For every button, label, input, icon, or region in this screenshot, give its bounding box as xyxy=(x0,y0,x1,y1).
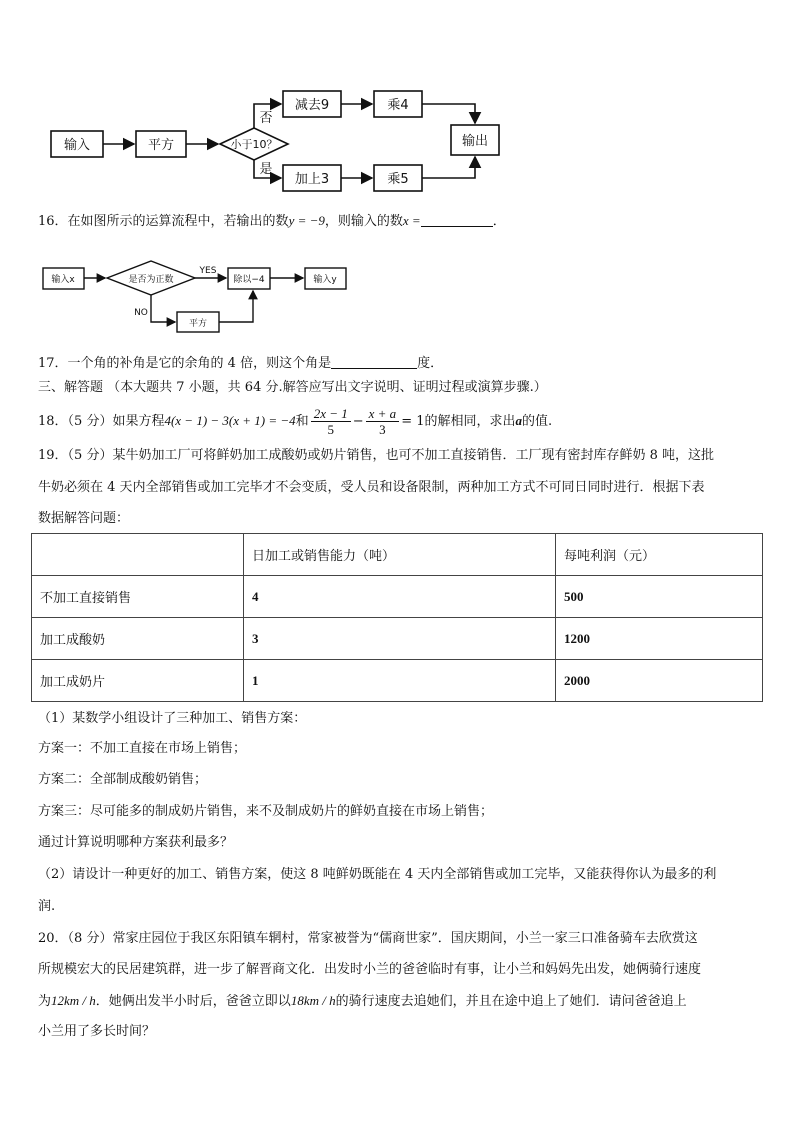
q20-line-3 xyxy=(38,992,687,1011)
q18-f2-num: x + a xyxy=(366,406,400,422)
flow2-input-label: 输入x xyxy=(51,275,75,285)
q19-ask: 通过计算说明哪种方案获利最多？ xyxy=(38,835,234,850)
q20-line3-c: 的骑行速度去追她们，并且在途中追上了她们．请问爸爸追上 xyxy=(335,994,687,1009)
flow1-decision-label: 小于10？ xyxy=(230,138,278,151)
q16-text-a: 在如图所示的运算流程中，若输出的数 xyxy=(67,214,289,229)
flowchart-1 xyxy=(40,85,510,195)
q19-data-table xyxy=(31,533,763,702)
section-3-heading: 三、解答题 （本大题共 7 小题，共 64 分.解答应写出文字说明、证明过程或演算步骤.） xyxy=(38,380,547,395)
q16-eq-x: x = xyxy=(402,213,421,228)
q19-plan1: 方案一：不加工直接在市场上销售； xyxy=(38,741,247,756)
q18-f1-den: 5 xyxy=(327,422,334,437)
question-17 xyxy=(38,354,443,373)
flow1-times4-label: 乘4 xyxy=(387,98,409,113)
q16-text-b: ，则输入的数 xyxy=(324,214,403,229)
q18-rhs: = 1 xyxy=(401,414,425,429)
flow2-no-label: NO xyxy=(134,308,148,318)
table-header-cell xyxy=(32,534,244,576)
flow1-plus3-label: 加上3 xyxy=(294,172,330,187)
flow1-square-label: 平方 xyxy=(147,138,175,153)
q18-and: 和 xyxy=(295,414,309,429)
table-cell: 不加工直接销售 xyxy=(32,576,244,618)
q17-answer-blank[interactable] xyxy=(331,354,417,369)
table-cell: 1 xyxy=(244,660,556,702)
q20-line-4: 小兰用了多长时间？ xyxy=(38,1024,156,1039)
question-18 xyxy=(38,404,552,439)
q19-part1: （1）某数学小组设计了三种加工、销售方案： xyxy=(38,711,307,726)
q16-end: ． xyxy=(492,214,506,229)
q17-text: 17．一个角的补角是它的余角的 4 倍，则这个角是 xyxy=(38,356,332,371)
table-header-cell: 日加工或销售能力（吨） xyxy=(244,534,556,576)
flow2-divide-label: 除以−4 xyxy=(233,275,265,285)
q18-f1-num: 2x − 1 xyxy=(311,406,351,422)
flow2-square-label: 平方 xyxy=(188,319,208,329)
q17-end: 度． xyxy=(417,356,444,371)
table-cell: 4 xyxy=(244,576,556,618)
q19-line-1: 19．（5 分）某牛奶加工厂可将鲜奶加工成酸奶或奶片销售，也可不加工直接销售．工厂现有密封库存鲜奶 8 吨，这批 xyxy=(38,448,714,463)
q19-plan2: 方案二：全部制成酸奶销售； xyxy=(38,772,208,787)
table-cell: 500 xyxy=(556,576,763,618)
flow2-decision-label: 是否为正数 xyxy=(128,275,174,285)
flow1-yes-label: 是 xyxy=(259,162,273,177)
q19-plan3: 方案三：尽可能多的制成奶片销售，来不及制成奶片的鲜奶直接在市场上销售； xyxy=(38,804,494,819)
table-cell: 加工成酸奶 xyxy=(32,618,244,660)
q18-prefix: 18．（5 分）如果方程 xyxy=(38,414,165,429)
table-row xyxy=(32,660,763,702)
q18-suffix-b: 的值. xyxy=(522,414,553,429)
flow1-input-label: 输入 xyxy=(63,138,91,153)
table-header-row xyxy=(32,534,763,576)
table-row xyxy=(32,576,763,618)
q20-line-1: 20．（8 分）常家庄园位于我区东阳镇车辋村，常家被誉为“儒商世家”．国庆期间，小兰一家三口准备骑车去欣赏这 xyxy=(38,931,698,946)
table-header-cell: 每吨利润（元） xyxy=(556,534,763,576)
q18-fraction-1 xyxy=(311,406,351,437)
q20-line3-b: ．她俩出发半小时后，爸爸立即以 xyxy=(95,994,291,1009)
q19-part2: （2）请设计一种更好的加工、销售方案，使这 8 吨鲜奶既能在 4 天内全部销售或加工完毕，又能获得你认为最多的利 xyxy=(38,867,717,882)
q19-line-3: 数据解答问题： xyxy=(38,511,130,526)
q16-eq-y: y = −9 xyxy=(288,213,325,228)
flow1-minus9-label: 减去9 xyxy=(294,98,330,113)
table-row xyxy=(32,618,763,660)
q18-var: a xyxy=(515,413,522,428)
q18-f2-den: 3 xyxy=(379,422,386,437)
q18-fraction-2 xyxy=(366,406,400,437)
flow1-output-label: 输出 xyxy=(461,134,489,149)
q20-line-2: 所规模宏大的民居建筑群，进一步了解晋商文化．出发时小兰的爸爸临时有事，让小兰和妈妈先出发，她俩骑行速度 xyxy=(38,962,702,977)
q20-speed-1: 12km / h xyxy=(51,993,96,1008)
q18-eq1: 4(x − 1) − 3(x + 1) = −4 xyxy=(164,413,296,428)
table-cell: 2000 xyxy=(556,660,763,702)
q18-suffix-a: 的解相同，求出 xyxy=(424,414,516,429)
q19-line-2: 牛奶必须在 4 天内全部销售或加工完毕才不会变质，受人员和设备限制，两种加工方式不可同日同时进行．根据下表 xyxy=(38,480,705,495)
flow2-yes-label: YES xyxy=(199,266,217,276)
q16-number: 16． xyxy=(38,214,68,229)
q19-part2-cont: 润. xyxy=(38,899,56,914)
q16-answer-blank[interactable] xyxy=(421,212,493,227)
flow1-times5-label: 乘5 xyxy=(387,172,409,187)
table-cell: 1200 xyxy=(556,618,763,660)
q20-line3-a: 为 xyxy=(38,994,52,1009)
table-cell: 3 xyxy=(244,618,556,660)
q20-speed-2: 18km / h xyxy=(290,993,336,1008)
flowchart-2 xyxy=(38,252,358,336)
table-cell: 加工成奶片 xyxy=(32,660,244,702)
flow1-no-label: 否 xyxy=(259,111,273,126)
flow2-output-label: 输入y xyxy=(313,275,337,285)
question-16 xyxy=(38,212,506,231)
q18-minus: − xyxy=(352,414,364,429)
